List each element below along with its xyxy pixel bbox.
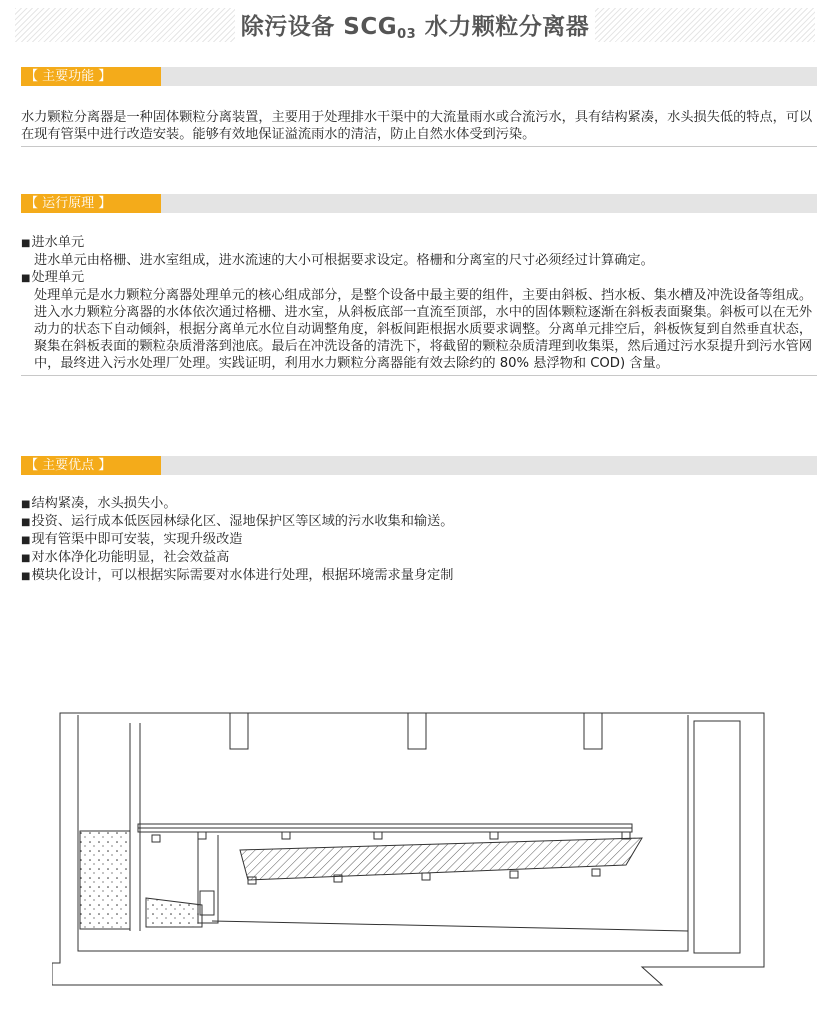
advantage-item: ■ 投资、运行成本低医园林绿化区、湿地保护区等区域的污水收集和输送。	[21, 513, 817, 531]
principle-item-paragraph: 进水单元由格栅、进水室组成，进水流速的大小可根据要求设定。格栅和分离室的尺寸必须经过计算确定。	[34, 253, 654, 268]
title-band	[15, 8, 815, 42]
principle-block	[21, 234, 817, 376]
principle-item-head: ■ 处理单元	[21, 269, 817, 287]
advantage-item: ■ 现有管渠中即可安装，实现升级改造	[21, 531, 817, 549]
section-bar-advantages	[21, 456, 817, 475]
function-block	[21, 109, 817, 147]
section-label-function: 【 主要功能 】	[21, 67, 161, 86]
page-title: 除污设备 $SCG_{03}$ 水力颗粒分离器	[235, 8, 595, 42]
section-label-principle: 【 运行原理 】	[21, 194, 161, 213]
principle-item-paragraph: 处理单元是水力颗粒分离器处理单元的核心组成部分，是整个设备中最主要的组件，主要由斜板、挡水板、集水槽及冲洗设备等组成。	[34, 288, 813, 303]
section-bar-principle	[21, 194, 817, 213]
advantage-item: ■ 模块化设计，可以根据实际需要对水体进行处理，根据环境需求量身定制	[21, 567, 817, 585]
principle-item-paragraph: 进入水力颗粒分离器的水体依次通过格栅、进水室，从斜板底部一直流至顶部，水中的固体颗粒逐渐在斜板表面聚集。斜板可以在无外动力的状态下自动倾斜，根据分离单元水位自动调整角度，斜板间距根据水质要求调整。分离单元排空后，斜板恢复到自然垂直状态，聚集在斜板表面的颗粒杂质滑落到池底。最后在冲洗设备的清洗下，将截留的颗粒杂质清理到收集渠，然后通过污水泵提升到污水管网中，最终进入污水处理厂处理。实践证明，利用水力颗粒分离器能有效去除约的 80% 悬浮物和 COD) 含量。	[34, 305, 813, 371]
advantage-item: ■ 对水体净化功能明显，社会效益高	[21, 549, 817, 567]
advantages-block	[21, 495, 817, 588]
principle-item-head: ■ 进水单元	[21, 234, 817, 252]
separator-cross-section-drawing	[52, 705, 804, 995]
function-text: 水力颗粒分离器是一种固体颗粒分离装置，主要用于处理排水干渠中的大流量雨水或合流污水，具有结构紧凑，水头损失低的特点，可以在现有管渠中进行改造安装。能够有效地保证溢流雨水的清洁，防止自然水体受到污染。	[21, 110, 813, 142]
advantage-item: ■ 结构紧凑，水头损失小。	[21, 495, 817, 513]
section-label-advantages: 【 主要优点 】	[21, 456, 161, 475]
section-bar-function	[21, 67, 817, 86]
